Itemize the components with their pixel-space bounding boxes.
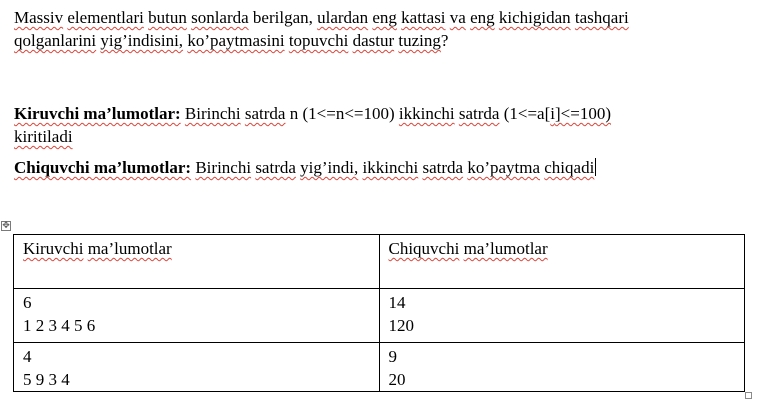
header-word: ma’lumotlar: [463, 239, 548, 258]
resize-square-icon[interactable]: [745, 392, 752, 399]
document-body[interactable]: [14, 6, 749, 179]
table-cell-output[interactable]: [379, 343, 745, 392]
table-row: [14, 343, 745, 392]
output-spec-word: chiqadi: [544, 158, 595, 177]
table-cell-input[interactable]: [14, 343, 380, 392]
task-word: ko’paytmasini: [187, 31, 285, 50]
cell-value: 14: [388, 293, 406, 312]
io-example-table: [13, 234, 745, 392]
task-word: sonlarda: [191, 8, 249, 27]
input-spec-word: ]<=100): [555, 104, 611, 123]
output-spec-word: Birinchi: [195, 158, 252, 177]
table-header-cell-input[interactable]: [14, 235, 380, 289]
table-header-row: [14, 235, 745, 289]
output-spec-paragraph[interactable]: [14, 156, 749, 179]
task-word: berilgan,: [252, 8, 313, 27]
move-arrows-icon[interactable]: ✥: [2, 221, 10, 231]
task-word: eng: [470, 8, 495, 27]
task-word: kichigidan: [498, 8, 571, 27]
output-spec-word: satrda: [255, 158, 296, 177]
task-word: topuvchi: [288, 31, 349, 50]
task-word: tuzing: [398, 31, 441, 50]
output-spec-word: ikkinchi: [362, 158, 419, 177]
task-word: va: [449, 8, 466, 27]
header-word: Kiruvchi: [23, 239, 84, 258]
question-mark: ?: [440, 31, 449, 50]
task-word: dastur: [352, 31, 395, 50]
cell-value: 5 9 3 4: [23, 370, 70, 389]
table-header-cell-output[interactable]: [379, 235, 745, 289]
cell-value: 4: [23, 347, 32, 366]
output-spec-word: ko’paytma: [467, 158, 541, 177]
input-spec-word: Birinchi: [184, 104, 241, 123]
input-spec-word: kiritiladi: [14, 127, 73, 146]
cell-value: 1 2 3 4 5 6: [23, 316, 96, 335]
output-spec-word: yig’indi,: [300, 158, 359, 177]
cell-value: 9: [388, 347, 397, 366]
input-spec-word: (1<=a[: [503, 104, 551, 123]
input-spec-word: ikkinchi: [398, 104, 455, 123]
output-spec-word: satrda: [422, 158, 464, 177]
table-cell-input[interactable]: [14, 289, 380, 343]
input-spec-label: Kiruvchi ma’lumotlar:: [14, 104, 181, 123]
table-row: [14, 289, 745, 343]
task-word: Massiv: [14, 8, 64, 27]
header-word: Chiquvchi: [388, 239, 460, 258]
task-word: butun: [148, 8, 187, 27]
cell-value: 6: [23, 293, 32, 312]
cell-value: 20: [388, 370, 406, 389]
task-word: eng: [372, 8, 397, 27]
input-spec-word: i: [550, 104, 555, 123]
input-spec-paragraph[interactable]: [14, 102, 749, 148]
task-word: ulardan: [317, 8, 369, 27]
output-spec-label: Chiquvchi ma’lumotlar:: [14, 158, 192, 177]
task-paragraph[interactable]: [14, 6, 749, 52]
header-word: ma’lumotlar: [87, 239, 172, 258]
cell-value: 120: [388, 316, 414, 335]
input-spec-word: n (1<=n<=100): [289, 104, 395, 123]
task-word: tashqari: [574, 8, 629, 27]
task-word: elementlari: [67, 8, 144, 27]
task-word: yig’indisini,: [100, 31, 184, 50]
input-spec-word: satrda: [458, 104, 500, 123]
table-cell-output[interactable]: [379, 289, 745, 343]
text-cursor: [595, 158, 596, 176]
task-word: qolganlarini: [14, 31, 97, 50]
input-spec-word: satrda: [244, 104, 286, 123]
task-word: kattasi: [401, 8, 446, 27]
